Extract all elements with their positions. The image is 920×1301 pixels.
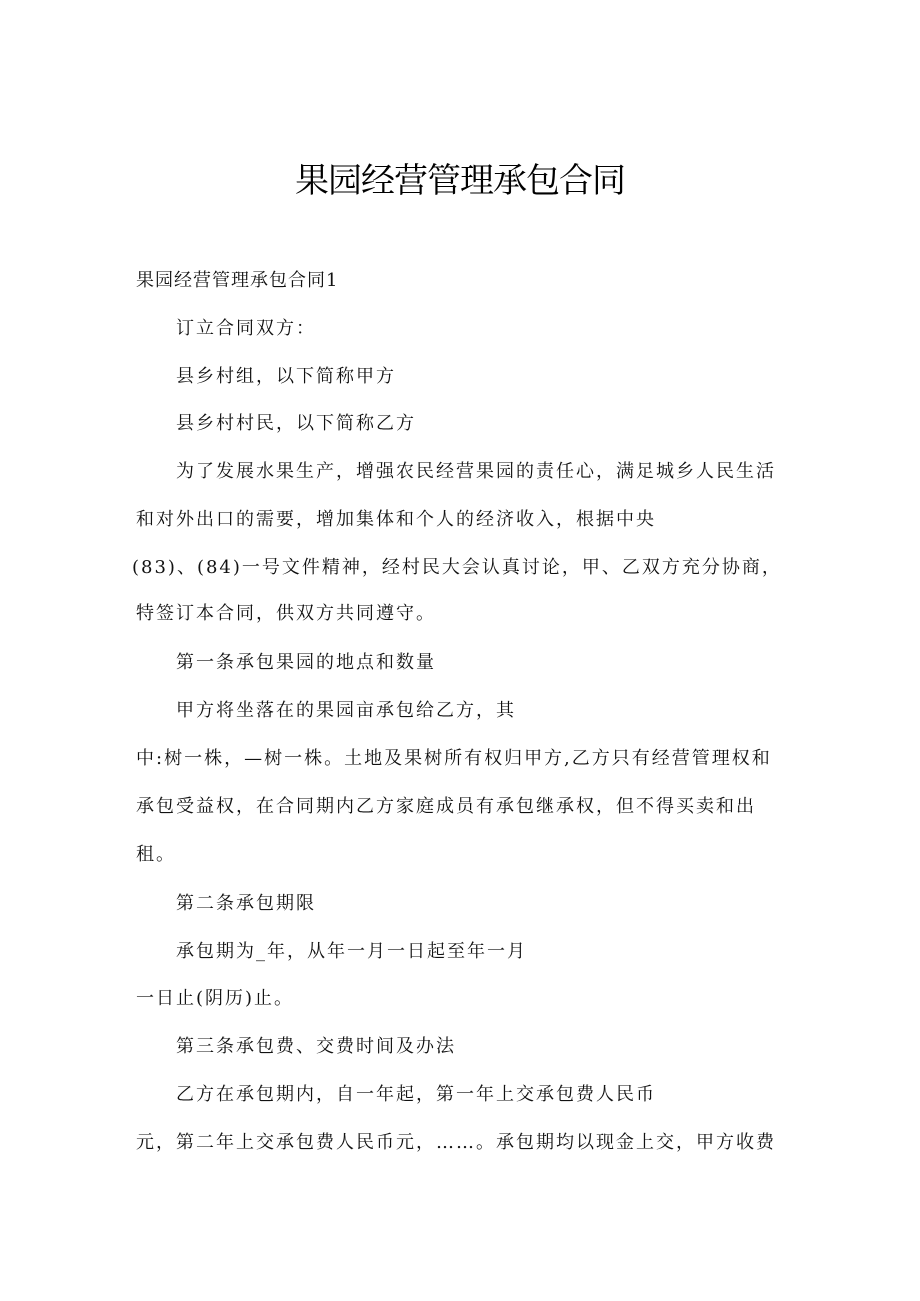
paragraph-line: 县乡村组，以下简称甲方: [176, 366, 396, 387]
section-heading: 果园经营管理承包合同1: [136, 270, 339, 291]
article-heading: 第一条承包果园的地点和数量: [176, 652, 436, 673]
paragraph-line: 订立合同双方：: [176, 318, 316, 339]
document-title: 果园经营管理承包合同: [295, 161, 625, 201]
paragraph-line: 一日止(阴历)止。: [136, 988, 295, 1009]
paragraph-line: 为了发展水果生产，增强农民经营果园的责任心，满足城乡人民生活: [176, 461, 776, 482]
paragraph-line: 承包受益权，在合同期内乙方家庭成员有承包继承权，但不得买卖和出: [136, 796, 756, 817]
paragraph-line: 元，第二年上交承包费人民币元，……。承包期均以现金上交，甲方收费: [136, 1132, 776, 1153]
paragraph-line: 中:树一株，—树一株。土地及果树所有权归甲方,乙方只有经营管理权和: [136, 748, 772, 769]
paragraph-line: 县乡村村民，以下简称乙方: [176, 413, 416, 434]
article-heading: 第三条承包费、交费时间及办法: [176, 1036, 456, 1057]
paragraph-line: (83)、(84)一号文件精神，经村民大会认真讨论，甲、乙双方充分协商，: [132, 557, 782, 578]
paragraph-line: 租。: [136, 844, 176, 865]
paragraph-line: 特签订本合同，供双方共同遵守。: [136, 603, 436, 624]
article-heading: 第二条承包期限: [176, 893, 316, 914]
paragraph-line: 甲方将坐落在的果园亩承包给乙方，其: [176, 700, 516, 721]
paragraph-line: 承包期为_年，从年一月一日起至年一月: [176, 941, 527, 962]
paragraph-line: 乙方在承包期内，自一年起，第一年上交承包费人民币: [176, 1084, 656, 1105]
paragraph-line: 和对外出口的需要，增加集体和个人的经济收入，根据中央: [136, 509, 656, 530]
